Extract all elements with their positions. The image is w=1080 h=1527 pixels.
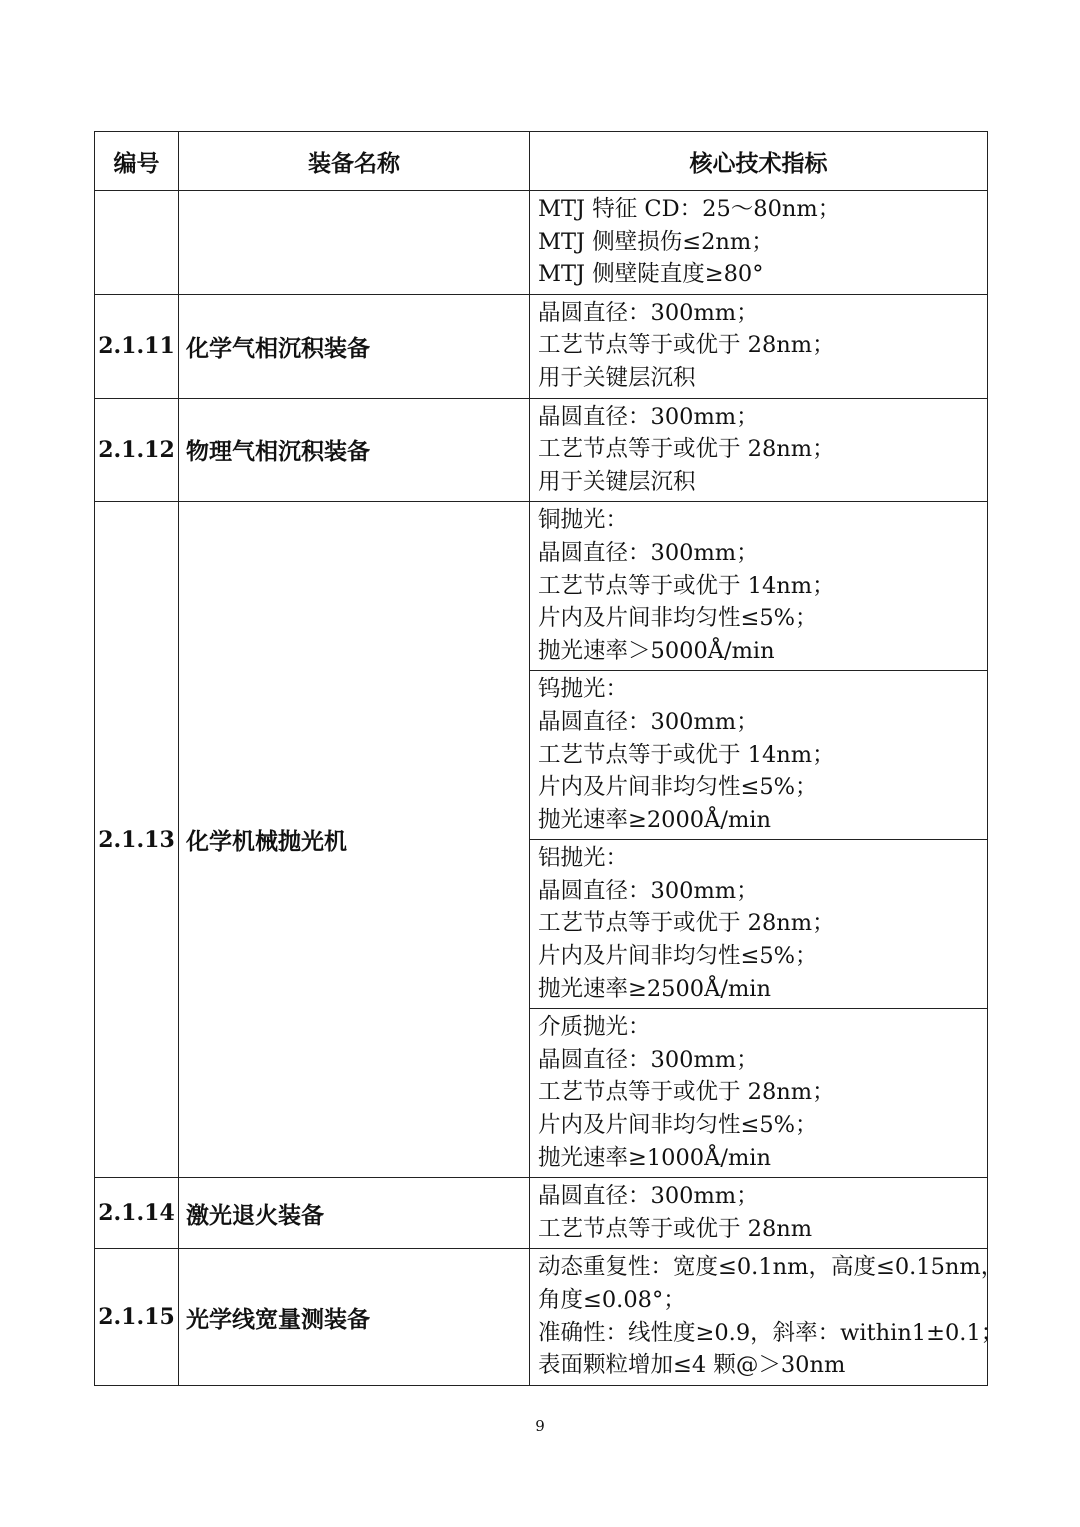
spec-cell [530, 1178, 988, 1249]
header-spec: 核心技术指标 [530, 132, 988, 191]
item-number: 2.1.15 [95, 1249, 179, 1385]
spec-line: 晶圆直径：300mm； [538, 539, 759, 566]
spec-line: 用于关键层沉积 [538, 468, 696, 495]
spec-line: 晶圆直径：300mm； [538, 1183, 759, 1210]
item-number: 2.1.11 [95, 294, 179, 398]
spec-cell [530, 671, 988, 840]
spec-line: 介质抛光： [538, 1014, 651, 1041]
page-number: 9 [535, 1417, 545, 1435]
item-number: 2.1.13 [95, 502, 179, 1178]
spec-line: 晶圆直径：300mm； [538, 877, 759, 904]
header-number: 编号 [95, 132, 179, 191]
equipment-name: 激光退火装备 [179, 1178, 530, 1249]
spec-line: 角度≤0.08°； [538, 1287, 686, 1313]
spec-cell [530, 1249, 1004, 1385]
spec-cell [530, 191, 988, 295]
spec-line: 工艺节点等于或优于 28nm； [538, 332, 835, 359]
item-number [95, 191, 179, 295]
spec-line: 用于关键层沉积 [538, 364, 696, 391]
spec-line: 片内及片间非均匀性≤5%； [538, 1112, 818, 1139]
table-row [95, 398, 988, 502]
spec-line: 工艺节点等于或优于 28nm [538, 1215, 813, 1242]
spec-line: 铜抛光： [538, 507, 629, 534]
item-number: 2.1.12 [95, 398, 179, 502]
spec-line: 晶圆直径：300mm； [538, 403, 759, 430]
equipment-name: 化学机械抛光机 [179, 502, 530, 1178]
spec-cell [530, 398, 988, 502]
spec-line: MTJ 特征 CD：25～80nm； [538, 196, 841, 222]
equipment-name: 光学线宽量测装备 [179, 1249, 530, 1385]
spec-line: 工艺节点等于或优于 14nm； [538, 572, 835, 599]
table-row [95, 502, 988, 671]
equipment-name: 物理气相沉积装备 [179, 398, 530, 502]
spec-line: 晶圆直径：300mm； [538, 1046, 759, 1073]
spec-line: MTJ 侧壁陡直度≥80° [538, 261, 764, 288]
spec-line: 准确性：线性度≥0.9，斜率：within1±0.1； [538, 1319, 1004, 1346]
equipment-spec-table [94, 131, 1004, 1386]
table-row [95, 1249, 988, 1385]
equipment-name: 化学气相沉积装备 [179, 294, 530, 398]
spec-cell [530, 1009, 988, 1178]
spec-line: 片内及片间非均匀性≤5%； [538, 943, 818, 970]
spec-line: 片内及片间非均匀性≤5%； [538, 605, 818, 632]
item-number: 2.1.14 [95, 1178, 179, 1249]
spec-line: 工艺节点等于或优于 28nm； [538, 1079, 835, 1106]
spec-cell [530, 294, 988, 398]
spec-line: 片内及片间非均匀性≤5%； [538, 774, 818, 801]
spec-cell [530, 502, 988, 671]
equipment-name [179, 191, 530, 295]
table-body [95, 191, 1004, 1386]
table-row [95, 294, 988, 398]
table-row [95, 1178, 988, 1249]
spec-line: 表面颗粒增加≤4 颗@＞30nm [538, 1352, 846, 1379]
header-name: 装备名称 [179, 132, 530, 191]
spec-line: MTJ 侧壁损伤≤2nm； [538, 228, 774, 255]
spec-line: 晶圆直径：300mm； [538, 708, 759, 735]
spec-line: 抛光速率＞5000Å/min [538, 637, 775, 664]
spec-line: 工艺节点等于或优于 14nm； [538, 741, 835, 768]
spec-cell [530, 840, 988, 1009]
table-header-row [95, 132, 988, 191]
spec-line: 工艺节点等于或优于 28nm； [538, 436, 835, 463]
spec-line: 抛光速率≥2000Å/min [538, 806, 771, 833]
spec-line: 动态重复性：宽度≤0.1nm，高度≤0.15nm， [538, 1254, 1004, 1281]
spec-line: 晶圆直径：300mm； [538, 299, 759, 326]
spec-line: 铝抛光： [538, 845, 629, 872]
spec-line: 抛光速率≥2500Å/min [538, 975, 771, 1002]
spec-line: 工艺节点等于或优于 28nm； [538, 910, 835, 937]
table-row [95, 191, 988, 295]
spec-line: 抛光速率≥1000Å/min [538, 1144, 771, 1171]
spec-line: 钨抛光： [538, 676, 629, 703]
